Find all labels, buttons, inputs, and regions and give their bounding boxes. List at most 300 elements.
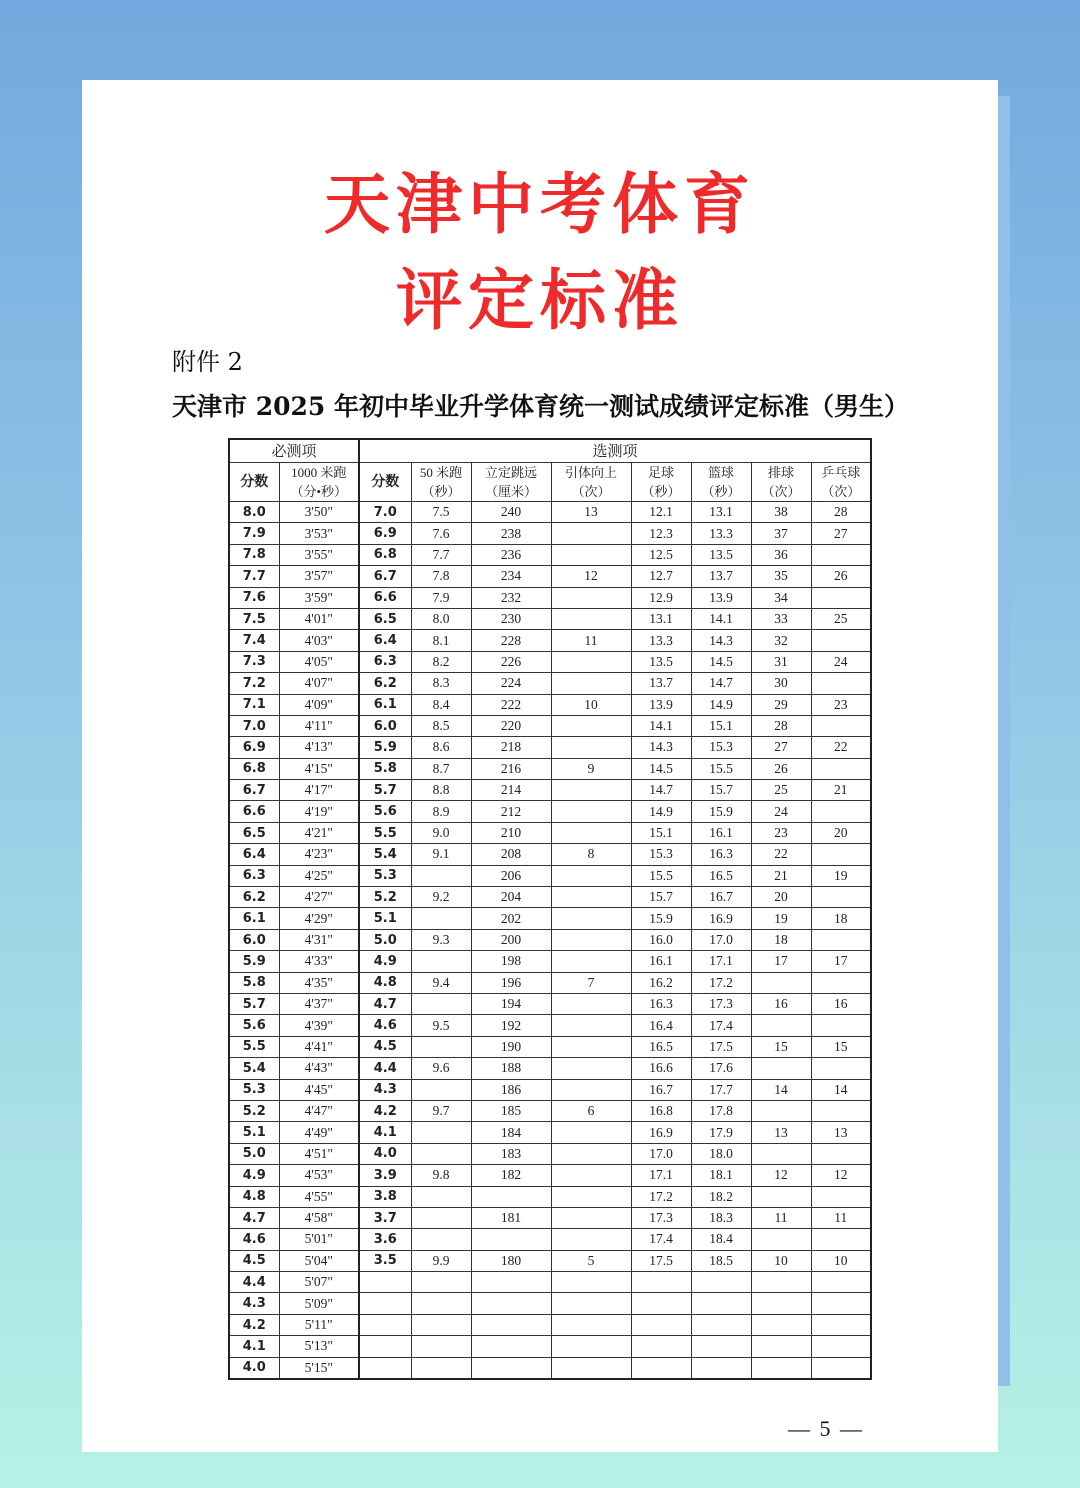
cell-score-optional: 6.8 (359, 544, 411, 565)
cell-standing-jump: 192 (471, 1015, 551, 1036)
cell-football: 12.5 (631, 544, 691, 565)
table-row (229, 908, 871, 929)
cell-score-required: 4.6 (229, 1229, 279, 1250)
cell-standing-jump: 182 (471, 1165, 551, 1186)
cell-score-required: 5.9 (229, 951, 279, 972)
cell-pull-up: 13 (551, 502, 631, 523)
cell-basketball: 18.1 (691, 1165, 751, 1186)
cell-score-required: 7.5 (229, 608, 279, 629)
cell-ping-pong: 25 (811, 608, 871, 629)
cell-football: 16.8 (631, 1100, 691, 1121)
cell-pull-up (551, 544, 631, 565)
cell-football: 13.9 (631, 694, 691, 715)
cell-score-optional: 3.8 (359, 1186, 411, 1207)
cell-score-optional: 6.0 (359, 715, 411, 736)
cell-pull-up (551, 1336, 631, 1357)
cell-ping-pong: 18 (811, 908, 871, 929)
cell-score-required: 6.6 (229, 801, 279, 822)
cell-basketball: 13.1 (691, 502, 751, 523)
cell-run-1000m: 4'53" (279, 1165, 359, 1186)
cell-football: 17.2 (631, 1186, 691, 1207)
cell-standing-jump: 240 (471, 502, 551, 523)
cell-volleyball: 37 (751, 523, 811, 544)
cell-run-50m: 9.4 (411, 972, 471, 993)
cell-score-required: 4.9 (229, 1165, 279, 1186)
cell-run-50m: 7.8 (411, 566, 471, 587)
cell-basketball: 13.5 (691, 544, 751, 565)
cell-pull-up (551, 908, 631, 929)
cell-run-1000m: 4'41" (279, 1036, 359, 1057)
table-row (229, 1079, 871, 1100)
table-row (229, 865, 871, 886)
cell-run-1000m: 4'23" (279, 844, 359, 865)
cell-basketball: 15.5 (691, 758, 751, 779)
cell-run-50m: 9.6 (411, 1058, 471, 1079)
cell-volleyball: 19 (751, 908, 811, 929)
cell-ping-pong: 19 (811, 865, 871, 886)
cell-score-required: 6.5 (229, 822, 279, 843)
table-row (229, 715, 871, 736)
cell-run-50m: 9.5 (411, 1015, 471, 1036)
cell-score-optional: 6.5 (359, 608, 411, 629)
cell-run-50m: 9.2 (411, 887, 471, 908)
cell-run-50m (411, 908, 471, 929)
cell-ping-pong: 10 (811, 1250, 871, 1271)
cell-standing-jump (471, 1314, 551, 1335)
cell-football: 17.0 (631, 1143, 691, 1164)
cell-volleyball: 11 (751, 1207, 811, 1228)
cell-run-1000m: 4'03" (279, 630, 359, 651)
cell-run-50m (411, 1336, 471, 1357)
cell-run-50m: 8.5 (411, 715, 471, 736)
cell-run-50m: 9.3 (411, 929, 471, 950)
cell-ping-pong: 17 (811, 951, 871, 972)
cell-basketball: 17.8 (691, 1100, 751, 1121)
cell-run-1000m: 3'50" (279, 502, 359, 523)
cell-standing-jump: 228 (471, 630, 551, 651)
table-row (229, 822, 871, 843)
cell-football: 12.9 (631, 587, 691, 608)
cell-run-50m: 8.9 (411, 801, 471, 822)
cell-ping-pong: 23 (811, 694, 871, 715)
cell-standing-jump: 220 (471, 715, 551, 736)
cell-pull-up (551, 608, 631, 629)
cell-run-50m: 7.9 (411, 587, 471, 608)
cell-ping-pong (811, 715, 871, 736)
cell-basketball: 13.7 (691, 566, 751, 587)
cell-ping-pong (811, 1100, 871, 1121)
cell-run-1000m: 4'31" (279, 929, 359, 950)
cell-pull-up (551, 1272, 631, 1293)
cell-volleyball: 13 (751, 1122, 811, 1143)
cell-score-required: 6.3 (229, 865, 279, 886)
cell-basketball (691, 1293, 751, 1314)
cell-score-required: 7.3 (229, 651, 279, 672)
cell-volleyball: 34 (751, 587, 811, 608)
cell-run-50m (411, 1357, 471, 1379)
cell-score-optional: 6.6 (359, 587, 411, 608)
cell-score-required: 5.0 (229, 1143, 279, 1164)
cell-ping-pong (811, 587, 871, 608)
cell-run-50m (411, 865, 471, 886)
cell-basketball: 18.5 (691, 1250, 751, 1271)
cell-run-1000m: 4'05" (279, 651, 359, 672)
table-row (229, 651, 871, 672)
cell-run-50m (411, 1229, 471, 1250)
cell-ping-pong (811, 758, 871, 779)
cell-run-1000m: 4'58" (279, 1207, 359, 1228)
cell-ping-pong (811, 1015, 871, 1036)
cell-volleyball: 21 (751, 865, 811, 886)
cell-basketball (691, 1336, 751, 1357)
cell-standing-jump: 188 (471, 1058, 551, 1079)
cell-score-optional: 4.3 (359, 1079, 411, 1100)
cell-standing-jump: 196 (471, 972, 551, 993)
cell-football: 15.5 (631, 865, 691, 886)
cell-run-1000m: 3'53" (279, 523, 359, 544)
cell-score-optional: 6.1 (359, 694, 411, 715)
cell-score-required: 6.9 (229, 737, 279, 758)
page-number: — 5 — (788, 1416, 864, 1441)
cell-run-1000m: 4'55" (279, 1186, 359, 1207)
cell-run-1000m: 5'04" (279, 1250, 359, 1271)
cell-run-50m (411, 1143, 471, 1164)
cell-volleyball (751, 1058, 811, 1079)
cell-score-required: 7.8 (229, 544, 279, 565)
cell-volleyball: 35 (751, 566, 811, 587)
cell-run-50m (411, 1293, 471, 1314)
cell-run-1000m: 4'21" (279, 822, 359, 843)
cell-ping-pong: 12 (811, 1165, 871, 1186)
cell-volleyball (751, 1293, 811, 1314)
cell-ping-pong (811, 1357, 871, 1379)
cell-score-required: 4.5 (229, 1250, 279, 1271)
cell-pull-up: 10 (551, 694, 631, 715)
cell-basketball: 18.3 (691, 1207, 751, 1228)
cell-pull-up (551, 1229, 631, 1250)
cell-volleyball: 36 (751, 544, 811, 565)
cell-volleyball (751, 1357, 811, 1379)
cell-ping-pong (811, 972, 871, 993)
cell-ping-pong (811, 1229, 871, 1250)
cell-volleyball: 18 (751, 929, 811, 950)
cell-score-optional: 5.3 (359, 865, 411, 886)
cell-score-required: 7.7 (229, 566, 279, 587)
cell-standing-jump: 210 (471, 822, 551, 843)
cell-score-required: 7.4 (229, 630, 279, 651)
cell-basketball: 16.5 (691, 865, 751, 886)
cell-ping-pong (811, 1314, 871, 1335)
cell-score-optional: 4.8 (359, 972, 411, 993)
cell-standing-jump: 185 (471, 1100, 551, 1121)
cell-pull-up (551, 929, 631, 950)
cell-standing-jump: 218 (471, 737, 551, 758)
attachment-label: 附件 2 (172, 348, 243, 376)
cell-run-1000m: 3'55" (279, 544, 359, 565)
table-row (229, 844, 871, 865)
cell-run-1000m: 4'51" (279, 1143, 359, 1164)
cell-pull-up (551, 673, 631, 694)
cell-run-50m (411, 1036, 471, 1057)
cell-score-required: 8.0 (229, 502, 279, 523)
cell-volleyball: 23 (751, 822, 811, 843)
header-basketball: 篮球 （秒） (691, 463, 751, 502)
cell-volleyball: 27 (751, 737, 811, 758)
cell-basketball: 17.6 (691, 1058, 751, 1079)
cell-basketball: 17.5 (691, 1036, 751, 1057)
cell-volleyball: 38 (751, 502, 811, 523)
cell-run-1000m: 4'13" (279, 737, 359, 758)
cell-score-optional: 6.4 (359, 630, 411, 651)
cell-ping-pong (811, 544, 871, 565)
cell-score-required: 4.7 (229, 1207, 279, 1228)
table-row (229, 929, 871, 950)
cell-standing-jump (471, 1272, 551, 1293)
cell-football: 16.9 (631, 1122, 691, 1143)
cell-pull-up (551, 523, 631, 544)
cell-score-optional: 5.5 (359, 822, 411, 843)
cell-standing-jump: 234 (471, 566, 551, 587)
cell-football: 15.3 (631, 844, 691, 865)
table-row (229, 1015, 871, 1036)
cell-run-50m: 8.2 (411, 651, 471, 672)
cell-run-1000m: 4'35" (279, 972, 359, 993)
cell-score-optional: 5.1 (359, 908, 411, 929)
cell-run-50m: 8.8 (411, 780, 471, 801)
cell-basketball (691, 1272, 751, 1293)
cell-basketball: 14.1 (691, 608, 751, 629)
cell-basketball: 13.9 (691, 587, 751, 608)
cell-pull-up (551, 1143, 631, 1164)
cell-football (631, 1336, 691, 1357)
cell-ping-pong (811, 929, 871, 950)
cell-run-1000m: 4'19" (279, 801, 359, 822)
cell-volleyball (751, 1100, 811, 1121)
cell-standing-jump: 183 (471, 1143, 551, 1164)
cell-score-required: 7.9 (229, 523, 279, 544)
table-row (229, 1165, 871, 1186)
cell-pull-up (551, 1079, 631, 1100)
cell-run-1000m: 4'01" (279, 608, 359, 629)
score-standard-table (228, 438, 872, 1380)
cell-ping-pong (811, 1058, 871, 1079)
cell-score-optional: 5.4 (359, 844, 411, 865)
header-pull-up: 引体向上 （次） (551, 463, 631, 502)
group-header-required: 必测项 (229, 439, 359, 463)
cell-run-1000m: 5'15" (279, 1357, 359, 1379)
table-row (229, 1272, 871, 1293)
cell-standing-jump (471, 1357, 551, 1379)
cell-football: 12.1 (631, 502, 691, 523)
cell-score-optional (359, 1272, 411, 1293)
cell-standing-jump: 184 (471, 1122, 551, 1143)
cell-standing-jump: 190 (471, 1036, 551, 1057)
cell-football (631, 1293, 691, 1314)
cell-score-optional: 3.9 (359, 1165, 411, 1186)
cell-score-required: 7.6 (229, 587, 279, 608)
cell-run-1000m: 5'09" (279, 1293, 359, 1314)
cell-run-50m: 9.7 (411, 1100, 471, 1121)
cell-pull-up: 12 (551, 566, 631, 587)
cell-run-50m: 9.9 (411, 1250, 471, 1271)
cell-pull-up: 6 (551, 1100, 631, 1121)
cell-volleyball (751, 972, 811, 993)
cell-run-1000m: 5'13" (279, 1336, 359, 1357)
cell-pull-up (551, 715, 631, 736)
cell-score-required: 4.8 (229, 1186, 279, 1207)
cell-pull-up (551, 801, 631, 822)
cell-pull-up (551, 951, 631, 972)
cell-score-optional: 6.7 (359, 566, 411, 587)
cell-score-optional: 4.5 (359, 1036, 411, 1057)
cell-basketball: 15.1 (691, 715, 751, 736)
cell-ping-pong (811, 1293, 871, 1314)
cell-pull-up (551, 993, 631, 1014)
table-row (229, 1250, 871, 1271)
cell-run-50m: 7.5 (411, 502, 471, 523)
table-row (229, 1143, 871, 1164)
table-body (229, 502, 871, 1380)
cell-standing-jump (471, 1336, 551, 1357)
cell-run-1000m: 4'15" (279, 758, 359, 779)
cell-pull-up (551, 1207, 631, 1228)
table-row (229, 673, 871, 694)
cell-score-optional: 5.9 (359, 737, 411, 758)
cell-football (631, 1357, 691, 1379)
cell-basketball: 18.0 (691, 1143, 751, 1164)
table-row (229, 951, 871, 972)
cell-score-required: 5.7 (229, 993, 279, 1014)
cell-football: 17.5 (631, 1250, 691, 1271)
cell-score-optional: 4.9 (359, 951, 411, 972)
cell-football: 16.1 (631, 951, 691, 972)
cell-pull-up (551, 780, 631, 801)
cell-run-1000m: 4'49" (279, 1122, 359, 1143)
cell-run-1000m: 4'37" (279, 993, 359, 1014)
table-row (229, 801, 871, 822)
table-row (229, 1122, 871, 1143)
cell-football: 13.1 (631, 608, 691, 629)
cell-score-required: 7.0 (229, 715, 279, 736)
cell-football: 16.3 (631, 993, 691, 1014)
cell-ping-pong (811, 1186, 871, 1207)
cell-volleyball: 17 (751, 951, 811, 972)
cell-run-1000m: 4'33" (279, 951, 359, 972)
cell-run-50m (411, 1314, 471, 1335)
cell-volleyball: 26 (751, 758, 811, 779)
cell-score-optional: 4.2 (359, 1100, 411, 1121)
cell-score-required: 5.8 (229, 972, 279, 993)
cell-football: 17.3 (631, 1207, 691, 1228)
cell-football: 12.3 (631, 523, 691, 544)
cell-standing-jump: 186 (471, 1079, 551, 1100)
cell-volleyball: 24 (751, 801, 811, 822)
cell-score-optional: 4.7 (359, 993, 411, 1014)
cell-score-optional (359, 1357, 411, 1379)
cell-football: 15.1 (631, 822, 691, 843)
table-row (229, 587, 871, 608)
cell-score-optional: 5.0 (359, 929, 411, 950)
cell-volleyball (751, 1143, 811, 1164)
cell-volleyball: 33 (751, 608, 811, 629)
cell-run-1000m: 4'27" (279, 887, 359, 908)
cell-score-required: 6.1 (229, 908, 279, 929)
cell-score-required: 7.2 (229, 673, 279, 694)
cell-standing-jump (471, 1186, 551, 1207)
cell-basketball: 14.9 (691, 694, 751, 715)
cell-football: 16.5 (631, 1036, 691, 1057)
cell-score-optional: 4.4 (359, 1058, 411, 1079)
cell-run-1000m: 4'47" (279, 1100, 359, 1121)
cell-pull-up (551, 887, 631, 908)
cell-standing-jump: 230 (471, 608, 551, 629)
cell-basketball: 16.9 (691, 908, 751, 929)
cell-pull-up (551, 1122, 631, 1143)
cell-score-optional (359, 1336, 411, 1357)
cell-basketball: 15.9 (691, 801, 751, 822)
cell-score-optional: 4.6 (359, 1015, 411, 1036)
table-row (229, 523, 871, 544)
table-row (229, 887, 871, 908)
cell-football: 15.7 (631, 887, 691, 908)
cell-standing-jump: 236 (471, 544, 551, 565)
cell-basketball: 17.0 (691, 929, 751, 950)
cell-score-required: 6.0 (229, 929, 279, 950)
cell-ping-pong: 15 (811, 1036, 871, 1057)
cell-ping-pong: 16 (811, 993, 871, 1014)
cell-run-50m (411, 1186, 471, 1207)
cell-standing-jump: 222 (471, 694, 551, 715)
cell-score-optional: 5.6 (359, 801, 411, 822)
cell-football: 13.5 (631, 651, 691, 672)
table-row (229, 502, 871, 523)
cell-volleyball: 15 (751, 1036, 811, 1057)
score-table-wrapper (228, 438, 872, 1380)
cell-score-required: 6.8 (229, 758, 279, 779)
cell-run-1000m: 3'59" (279, 587, 359, 608)
cell-ping-pong (811, 1143, 871, 1164)
cell-football: 14.3 (631, 737, 691, 758)
cell-football: 13.3 (631, 630, 691, 651)
cell-run-1000m: 4'17" (279, 780, 359, 801)
cell-pull-up (551, 1015, 631, 1036)
headline-line-2: 评定标准 (396, 262, 684, 339)
table-row (229, 1314, 871, 1335)
cell-run-1000m: 4'45" (279, 1079, 359, 1100)
cell-volleyball: 25 (751, 780, 811, 801)
cell-run-50m (411, 1272, 471, 1293)
cell-run-50m: 8.4 (411, 694, 471, 715)
cell-pull-up (551, 587, 631, 608)
cell-basketball: 17.2 (691, 972, 751, 993)
table-row (229, 1186, 871, 1207)
cell-basketball: 16.1 (691, 822, 751, 843)
cell-run-50m (411, 1079, 471, 1100)
cell-ping-pong (811, 1336, 871, 1357)
cell-pull-up: 5 (551, 1250, 631, 1271)
cell-volleyball: 10 (751, 1250, 811, 1271)
table-row (229, 1036, 871, 1057)
cell-score-optional: 3.5 (359, 1250, 411, 1271)
table-row (229, 993, 871, 1014)
table-row (229, 972, 871, 993)
cell-run-1000m: 4'25" (279, 865, 359, 886)
table-row (229, 1336, 871, 1357)
cell-basketball: 17.4 (691, 1015, 751, 1036)
cell-basketball: 16.3 (691, 844, 751, 865)
cell-pull-up: 9 (551, 758, 631, 779)
cell-football: 16.7 (631, 1079, 691, 1100)
